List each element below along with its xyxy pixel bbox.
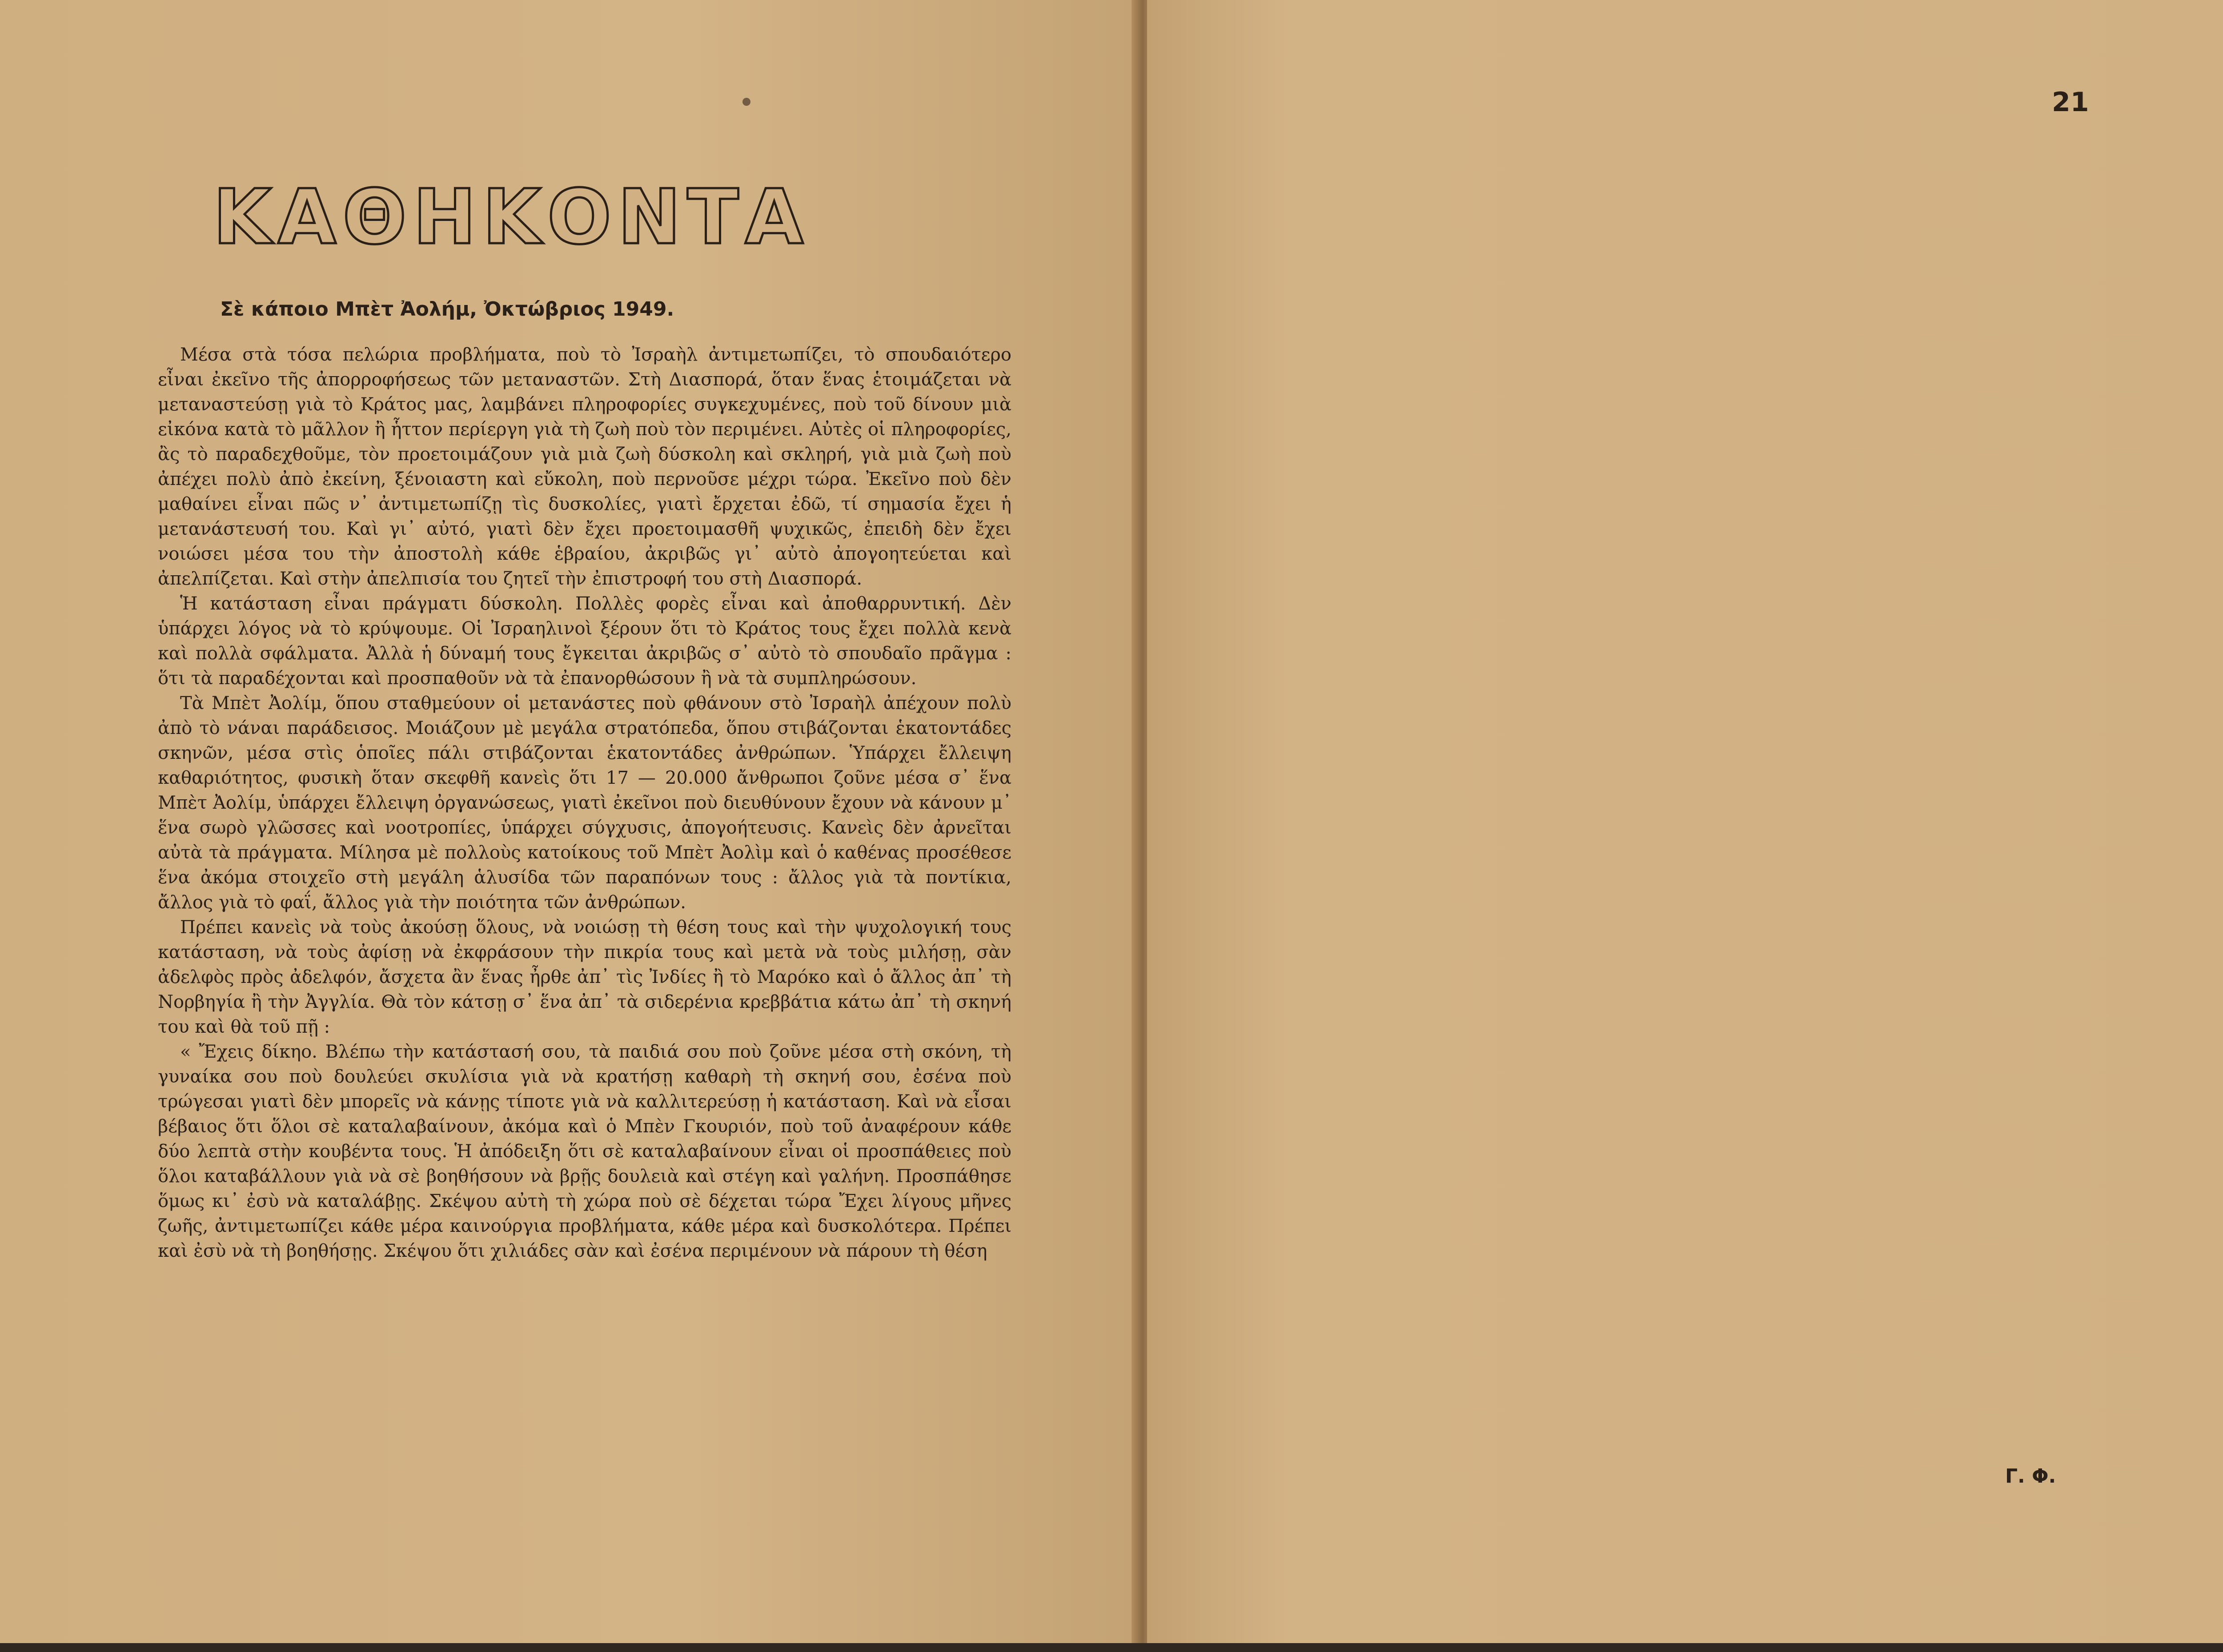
- paragraph: Μέσα στὰ τόσα πελώρια προβλήματα, ποὺ τὸ Ἰσραὴλ ἀντιμετωπίζει, τὸ σπουδαιότερο εἶναι ἐκεῖνο τῆς ἀπορροφήσεως τῶν μεταναστῶν. Στὴ Διασπορά, ὅταν ἕνας ἑτοιμάζεται νὰ μεταναστεύσῃ γιὰ τὸ Κράτος μας, λαμβάνει πληροφορίες συγκεχυμένες, ποὺ τοῦ δίνουν μιὰ εἰκόνα κατὰ τὸ μᾶλλον ἢ ἧττον περίεργη γιὰ τὴ ζωὴ ποὺ τὸν περιμένει. Αὐτὲς οἱ πληροφορίες, ἂς τὸ παραδεχθοῦμε, τὸν προετοιμάζουν γιὰ μιὰ ζωὴ δύσκολη καὶ σκληρή, γιὰ μιὰ ζωὴ ποὺ ἀπέχει πολὺ ἀπὸ ἐκείνη, ξένοιαστη καὶ εὔκολη, ποὺ περνοῦσε μέχρι τώρα. Ἐκεῖνο ποὺ δὲν μαθαίνει εἶναι πῶς ν᾽ ἀντιμετωπίζῃ τὶς δυσκολίες, γιατὶ ἔρχεται ἐδῶ, τί σημασία ἔχει ἡ μετανάστευσή του. Καὶ γι᾽ αὐτό, γιατὶ δὲν ἔχει προετοιμασθῆ ψυχικῶς, ἐπειδὴ δὲν ἔχει νοιώσει μέσα του τὴν ἀποστολὴ κάθε ἑβραίου, ἀκριβῶς γι᾽ αὐτὸ ἀπογοητεύεται καὶ ἀπελπίζεται. Καὶ στὴν ἀπελπισία του ζητεῖ τὴν ἐπιστροφή του στὴ Διασπορά.: [158, 345, 1011, 589]
- article-title: ΚΑΘΗΚΟΝΤΑ: [213, 173, 810, 261]
- paragraph: Πρέπει κανεὶς νὰ τοὺς ἀκούσῃ ὅλους, νὰ νοιώσῃ τὴ θέση τους καὶ τὴν ψυχολογική τους κατάσταση, νὰ τοὺς ἀφίσῃ νὰ ἐκφράσουν τὴν πικρία τους καὶ μετὰ νὰ τοὺς μιλήσῃ, σὰν ἀδελφὸς πρὸς ἀδελφόν, ἄσχετα ἂν ἕνας ἦρθε ἀπ᾽ τὶς Ἰνδίες ἢ τὸ Μαρόκο καὶ ὁ ἄλλος ἀπ᾽ τὴ Νορβηγία ἢ τὴν Ἀγγλία. Θὰ τὸν κάτσῃ σ᾽ ἕνα ἀπ᾽ τὰ σιδερένια κρεββάτια κάτω ἀπ᾽ τὴ σκηνή του καὶ θὰ τοῦ πῇ :: [158, 917, 1011, 1037]
- left-text-column: [158, 342, 1011, 1263]
- paragraph: « Ἔχεις δίκηο. Βλέπω τὴν κατάστασή σου, τὰ παιδιά σου ποὺ ζοῦνε μέσα στὴ σκόνη, τὴ γυναίκα σου ποὺ δουλεύει σκυλίσια γιὰ νὰ κρατήσῃ καθαρὴ τὴ σκηνή σου, ἐσένα ποὺ τρώγεσαι γιατὶ δὲν μπορεῖς νὰ κάνῃς τίποτε γιὰ νὰ καλλιτερεύσῃ ἡ κατάσταση. Καὶ νὰ εἶσαι βέβαιος ὅτι ὅλοι σὲ καταλαβαίνουν, ἀκόμα καὶ ὁ Μπὲν Γκουριόν, ποὺ τοῦ ἀναφέρουν κάθε δύο λεπτὰ στὴν κουβέντα τους. Ἡ ἀπόδειξη ὅτι σὲ καταλαβαίνουν εἶναι οἱ προσπάθειες ποὺ ὅλοι καταβάλλουν γιὰ νὰ σὲ βοηθήσουν νὰ βρῇς δουλειὰ καὶ στέγη καὶ γαλήνη. Προσπάθησε ὅμως κι᾽ ἐσὺ νὰ καταλάβῃς. Σκέψου αὐτὴ τὴ χώρα ποὺ σὲ δέχεται τώρα Ἔχει λίγους μῆνες ζωῆς, ἀντιμετωπίζει κάθε μέρα καινούργια προβλήματα, κάθε μέρα καὶ δυσκολότερα. Πρέπει καὶ ἐσὺ νὰ τὴ βοηθήσῃς. Σκέψου ὅτι χιλιάδες σὰν καὶ ἐσένα περιμένουν νὰ πάρουν τὴ θέση: [158, 1042, 1011, 1261]
- author-signature: Γ. Φ.: [2005, 1465, 2056, 1488]
- dateline: Σὲ κάποιο Μπὲτ Ἀολήμ, Ὀκτώβριος 1949.: [220, 298, 674, 321]
- page-number: 21: [2052, 87, 2089, 118]
- paper-speck: [742, 98, 750, 106]
- right-page: [1147, 0, 2223, 1652]
- paragraph: Ἡ κατάσταση εἶναι πράγματι δύσκολη. Πολλὲς φορὲς εἶναι καὶ ἀποθαρρυντική. Δὲν ὑπάρχει λόγος νὰ τὸ κρύψουμε. Οἱ Ἰσραηλινοὶ ξέρουν ὅτι τὸ Κράτος τους ἔχει πολλὰ κενὰ καὶ πολλὰ σφάλματα. Ἀλλὰ ἡ δύναμή τους ἔγκειται ἀκριβῶς σ᾽ αὐτὸ τὸ σπουδαῖο πρᾶγμα : ὅτι τὰ παραδέχονται καὶ προσπαθοῦν νὰ τὰ ἐπανορθώσουν ἢ νὰ τὰ συμπληρώσουν.: [158, 593, 1011, 689]
- scan-bottom-edge: [0, 1643, 2223, 1652]
- paragraph: Τὰ Μπὲτ Ἀολίμ, ὅπου σταθμεύουν οἱ μετανάστες ποὺ φθάνουν στὸ Ἰσραὴλ ἀπέχουν πολὺ ἀπὸ τὸ νάναι παράδεισος. Μοιάζουν μὲ μεγάλα στρατόπεδα, ὅπου στιβάζονται ἑκατοντάδες σκηνῶν, μέσα στὶς ὁποῖες πάλι στιβάζονται ἑκατοντάδες ἀνθρώπων. Ὑπάρχει ἔλλειψη καθαριότητος, φυσικὴ ὅταν σκεφθῆ κανεὶς ὅτι 17 — 20.000 ἄνθρωποι ζοῦνε μέσα σ᾽ ἕνα Μπὲτ Ἀολίμ, ὑπάρχει ἔλλειψη ὀργανώσεως, γιατὶ ἐκεῖνοι ποὺ διευθύνουν ἔχουν νὰ κάνουν μ᾽ ἕνα σωρὸ γλῶσσες καὶ νοοτροπίες, ὑπάρχει σύγχυσις, ἀπογοήτευσις. Κανεὶς δὲν ἀρνεῖται αὐτὰ τὰ πράγματα. Μίλησα μὲ πολλοὺς κατοίκους τοῦ Μπὲτ Ἀολὶμ καὶ ὁ καθένας προσέθεσε ἕνα ἀκόμα στοιχεῖο στὴ μεγάλη ἁλυσίδα τῶν παραπόνων τους : ἄλλος γιὰ τὰ ποντίκια, ἄλλος γιὰ τὸ φαΐ, ἄλλος γιὰ τὴν ποιότητα τῶν ἀνθρώπων.: [158, 693, 1011, 913]
